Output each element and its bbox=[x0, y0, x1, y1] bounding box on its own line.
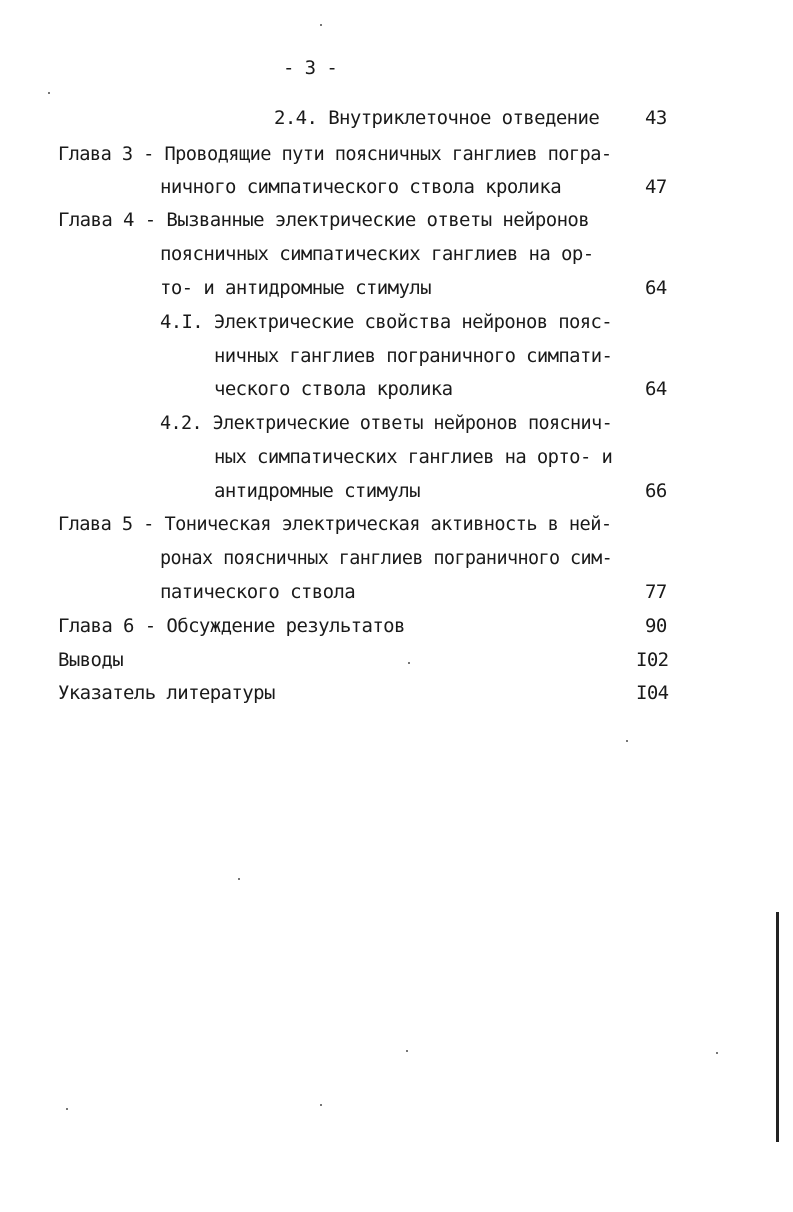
toc-line: Глава 6 - Обсуждение результатов bbox=[58, 615, 405, 637]
toc-page-number: I04 bbox=[636, 682, 669, 704]
toc-line: ных симпатических ганглиев на орто- и bbox=[214, 446, 613, 468]
scan-speck bbox=[48, 92, 50, 94]
scan-speck bbox=[320, 24, 322, 26]
toc-page-number: 66 bbox=[645, 480, 667, 502]
toc-line: ничного симпатического ствола кролика bbox=[160, 176, 562, 198]
toc-line: 2.4. Внутриклеточное отведение bbox=[274, 107, 600, 129]
scan-speck bbox=[716, 1052, 718, 1054]
scan-speck bbox=[320, 1104, 322, 1106]
toc-line: антидромные стимулы bbox=[214, 480, 420, 502]
page-number: - 3 - bbox=[283, 57, 338, 79]
toc-page-number: 90 bbox=[645, 615, 667, 637]
scan-speck bbox=[238, 878, 240, 880]
toc-line: 4.2. Электрические ответы нейронов пояснич- bbox=[160, 412, 613, 434]
toc-page-number: 47 bbox=[645, 176, 667, 198]
toc-line: 4.I. Электрические свойства нейронов пояс- bbox=[160, 311, 613, 333]
toc-line: поясничных симпатических ганглиев на ор- bbox=[160, 243, 594, 265]
toc-line: ничных ганглиев пограничного симпати- bbox=[214, 345, 613, 367]
scan-speck bbox=[406, 1050, 408, 1052]
scan-speck bbox=[66, 1108, 68, 1110]
toc-page-number: 64 bbox=[645, 378, 667, 400]
toc-line: ронах поясничных ганглиев пограничного сим- bbox=[160, 547, 613, 569]
toc-line: ческого ствола кролика bbox=[214, 378, 453, 400]
scan-edge-line bbox=[776, 912, 779, 1142]
toc-line: патического ствола bbox=[160, 581, 356, 603]
toc-line: то- и антидромные стимулы bbox=[160, 277, 431, 299]
toc-line: Глава 4 - Вызванные электрические ответы нейронов bbox=[58, 209, 590, 231]
scan-speck bbox=[408, 662, 410, 664]
toc-line: Указатель литературы bbox=[58, 682, 275, 704]
toc-line: Глава 5 - Тоническая электрическая активность в ней- bbox=[58, 513, 612, 535]
toc-line: Глава 3 - Проводящие пути поясничных ганглиев погра- bbox=[58, 143, 612, 165]
toc-page-number: 77 bbox=[645, 581, 667, 603]
scan-speck bbox=[626, 740, 628, 742]
toc-page-number: 64 bbox=[645, 277, 667, 299]
toc-page-number: 43 bbox=[645, 107, 667, 129]
toc-line: Выводы bbox=[58, 649, 124, 671]
toc-page-number: I02 bbox=[636, 649, 669, 671]
